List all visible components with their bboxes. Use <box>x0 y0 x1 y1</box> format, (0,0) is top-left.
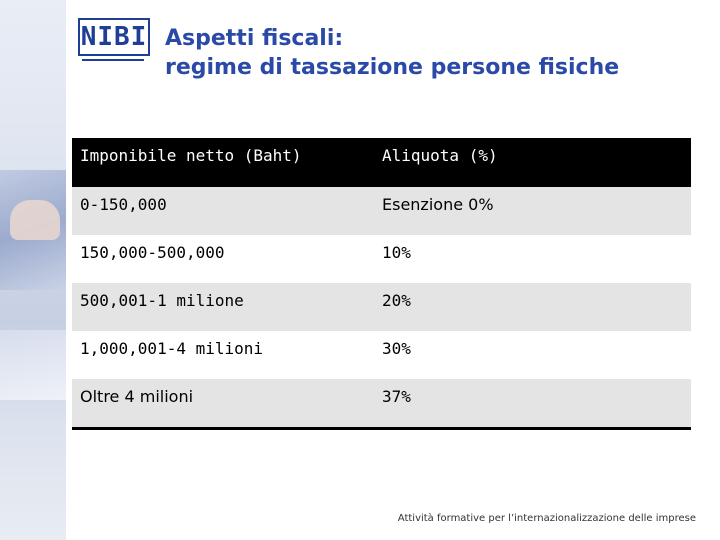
rate-cell: 10% <box>374 235 691 283</box>
income-cell: 0-150,000 <box>72 187 374 235</box>
rate-cell: 20% <box>374 283 691 331</box>
rate-cell: Esenzione 0% <box>374 187 691 235</box>
income-cell: 150,000-500,000 <box>72 235 374 283</box>
table-row <box>72 283 691 331</box>
table-row <box>72 235 691 283</box>
footer-text: Attività formative per l’internazionalizzazione delle imprese <box>397 513 696 524</box>
logo-underline <box>82 59 144 61</box>
income-cell: Oltre 4 milioni <box>72 379 374 428</box>
table-row <box>72 187 691 235</box>
income-cell: 500,001-1 milione <box>72 283 374 331</box>
logo-text: NIBI <box>78 18 150 56</box>
header-taxable-income: Imponibile netto (Baht) <box>72 138 374 187</box>
decorative-hand <box>10 200 60 240</box>
income-cell: 1,000,001-4 milioni <box>72 331 374 379</box>
rate-cell: 30% <box>374 331 691 379</box>
title-line-2: regime di tassazione persone fisiche <box>165 55 620 80</box>
rate-cell: 37% <box>374 379 691 428</box>
table-header-row <box>72 138 691 187</box>
header-rate: Aliquota (%) <box>374 138 691 187</box>
table-row <box>72 379 691 428</box>
table-row <box>72 331 691 379</box>
nibi-logo <box>78 18 150 62</box>
tax-table <box>72 138 691 430</box>
slide-title <box>165 24 705 82</box>
decorative-side-image <box>0 0 66 540</box>
title-line-1: Aspetti fiscali: <box>165 26 344 51</box>
decorative-shape <box>0 330 66 400</box>
